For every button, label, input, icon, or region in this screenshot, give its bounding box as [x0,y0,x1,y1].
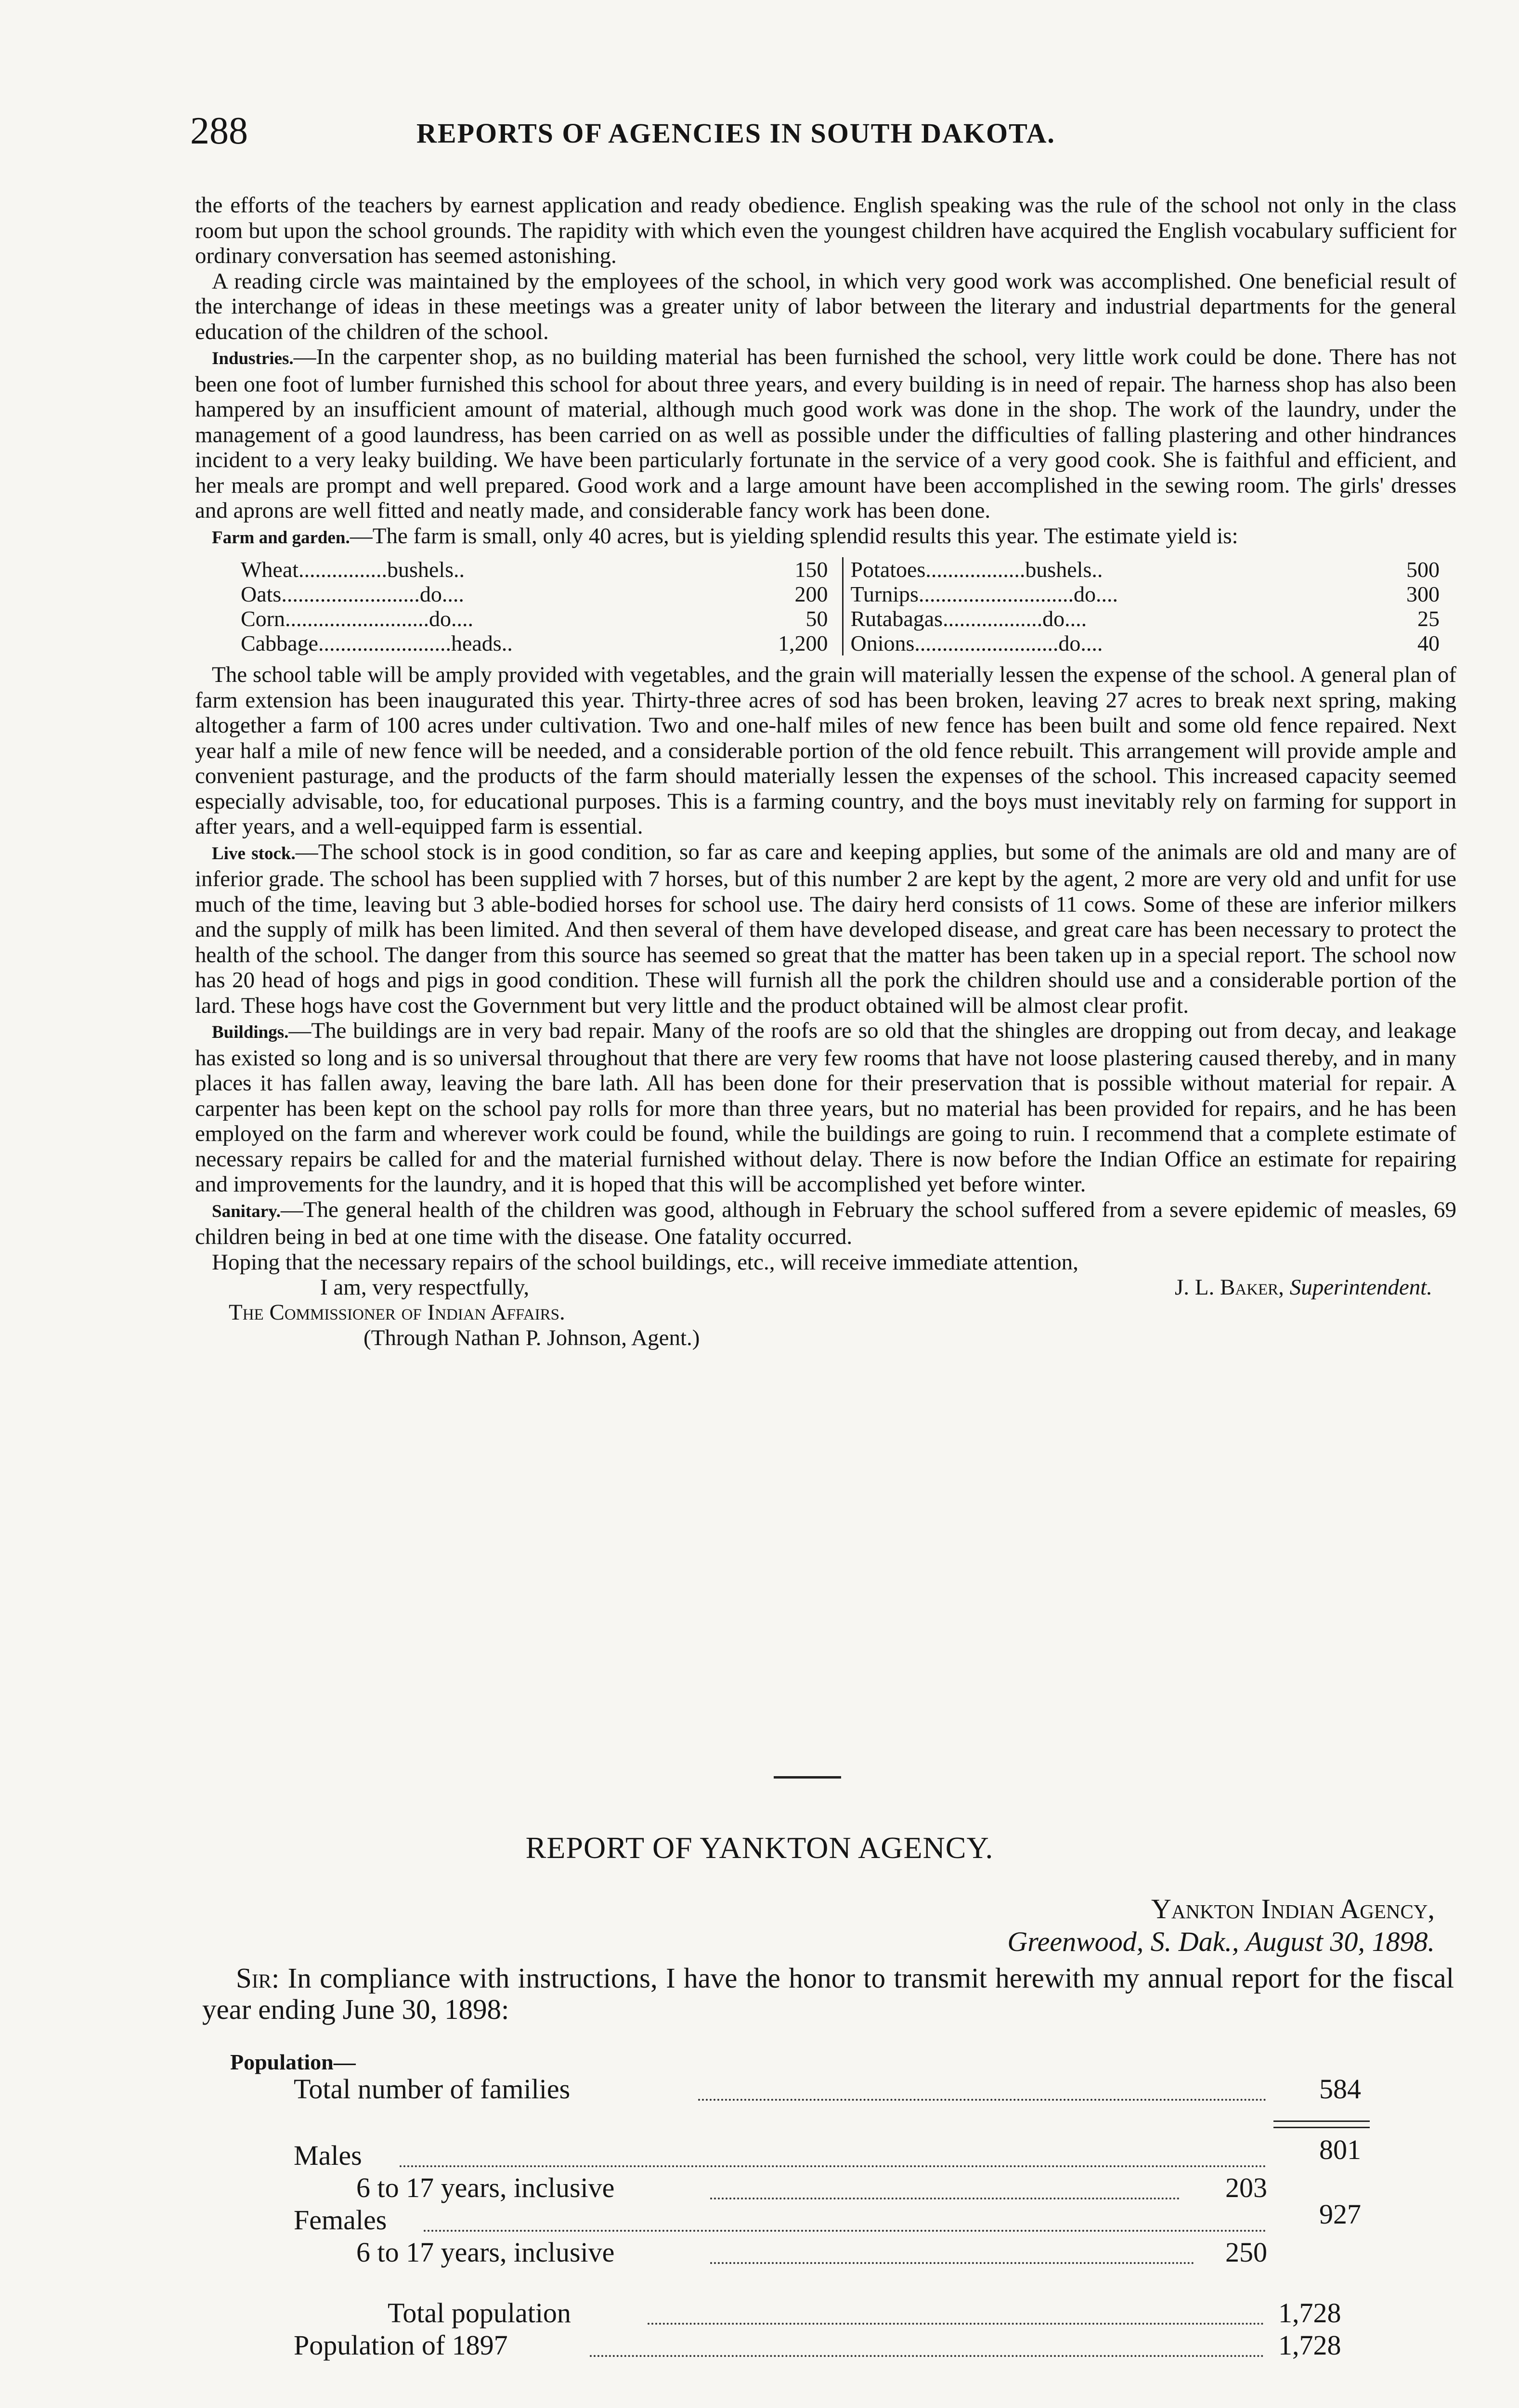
leader-dots [710,2262,1194,2264]
males-label: Males [294,2140,362,2171]
paragraph-sanitary [195,1197,1456,1250]
crop-amount: 50 [805,606,828,631]
addressee-through: (Through Nathan P. Johnson, Agent.) [364,1325,700,1350]
crop-name: Turnips............................do.... [843,582,1342,606]
industries-text: —In the carpenter shop, as no building material has been furnished the school, very little work could be done. There has not been one foot of lumber furnished this school for about three years, and every building is in need of repair. The harness shop has also been hampered by an insufficient amount of material, although much good work was done in the shop. The work of the laundry, under the management of a good laundress, has been carried on as well as possible under the difficulties of falling plastering and other hindrances incident to a very leaky building. We have been particularly fortunate in the service of a very good cook. She is faithful and efficient, and her meals are prompt and well prepared. Good work and a large amount have been accomplished in the sewing room. The girls' dresses and aprons are well fitted and neatly made, and considerable fancy work has been done. [195,344,1456,523]
leader-dots [698,2099,1266,2101]
closing-line: I am, very respectfully, [320,1275,530,1300]
males-6-17-value: 203 [1225,2172,1267,2203]
table-row [241,557,1454,582]
agency-dateline [1007,1893,1435,1958]
sanitary-text: —The general health of the children was good, although in February the school suffered from a severe epidemic of measles, 69 children being in bed at one time with the disease. One fatality occurred. [195,1197,1456,1249]
females-6-17-label: 6 to 17 years, inclusive [356,2237,615,2268]
crop-amount: 150 [794,557,828,582]
paragraph-farm [195,523,1456,551]
crop-amount: 25 [1417,606,1440,631]
sanitary-heading: Sanitary. [212,1201,281,1221]
industries-heading: Industries. [212,349,294,368]
table-row [241,631,1454,655]
double-rule [1273,2120,1370,2128]
population-1897-label: Population of 1897 [294,2329,508,2361]
page-header [190,107,1452,160]
crop-amount: 300 [1406,582,1440,606]
paragraph-hoping: Hoping that the necessary repairs of the school buildings, etc., will receive immediate attention, [212,1249,1078,1275]
crop-name: Cabbage........................heads.. [241,631,513,655]
paragraph-buildings [195,1018,1456,1197]
paragraph-school-table: The school table will be amply provided with vegetables, and the grain will materially lessen the expense of the school. A general plan of farm extension has been inaugurated this year. Thirty-three acres of sod has been broken, leaving 27 acres to break next spring, making altogether a farm of 100 acres under cultivation. Two and one-half miles of new fence has been built and some old fence repaired. Next year half a mile of new fence will be needed, and a considerable portion of the old fence rebuilt. This arrangement will provide ample and convenient pasturage, and the products of the farm should materially lessen the expenses of the school. This increased capacity seemed especially advisable, too, for educational purposes. This is a farming country, and the boys must inevitably rely on farming for support in after years, and a well-equipped farm is essential. [195,662,1456,839]
females-6-17-value: 250 [1225,2237,1267,2268]
signature-row [195,1275,1456,1300]
leader-dots [590,2355,1264,2357]
yankton-intro [202,1963,1454,2025]
population-1897-value: 1,728 [1278,2329,1341,2361]
signature [1175,1275,1432,1300]
leader-dots [648,2323,1264,2325]
total-population-label: Total population [388,2297,571,2329]
school-report-body [195,193,1456,1350]
total-population-value: 1,728 [1278,2297,1341,2329]
intro-text: In compliance with instructions, I have the honor to transmit herewith my annual report for the fiscal year ending June 30, 1898: [202,1962,1454,2025]
running-head: REPORTS OF AGENCIES IN SOUTH DAKOTA. [416,118,1055,149]
leader-dots [710,2198,1180,2199]
families-value: 584 [1319,2073,1361,2105]
crop-name: Oats.........................do.... [241,582,464,606]
crop-name: Rutabagas..................do.... [843,606,1342,631]
crop-name: Onions..........................do.... [843,631,1342,655]
paragraph-livestock [195,839,1456,1019]
families-label: Total number of families [294,2073,571,2105]
paragraph-reading-circle: A reading circle was maintained by the employees of the school, in which very good work was accomplished. One beneficial result of the interchange of ideas in these meetings was a greater unity of labor between the literary and industrial departments for the general education of the children of the school. [195,268,1456,344]
crop-amount: 1,200 [778,631,828,655]
females-value: 927 [1319,2199,1361,2230]
signer-title: Superintendent. [1289,1275,1432,1300]
leader-dots [424,2230,1266,2232]
signer-name: J. L. Baker, [1175,1275,1284,1300]
buildings-text: —The buildings are in very bad repair. Many of the roofs are so old that the shingles are dropping out from decay, and leakage has existed so long and is so universal throughout that there are very few rooms that have not loose plastering caused thereby, and in many places it has fallen away, leaving the bare lath. All has been done for their preservation that is possible without material for repair. A carpenter has been kept on the school pay rolls for more than three years, but no material has been provided for repairs, and he has been employed on the farm and wherever work could be found, while the buildings are going to ruin. I recommend that a complete estimate of necessary repairs be called for and the material furnished without delay. There is now before the Indian Office an estimate for repairing and improvements for the laundry, and it is hoped that this will be accomplished yet before winter. [195,1018,1456,1197]
crop-amount: 200 [794,582,828,606]
buildings-heading: Buildings. [212,1022,289,1042]
crop-name: Wheat................bushels.. [241,557,465,582]
addressee: The Commissioner of Indian Affairs. [229,1300,565,1325]
intro-paragraph [202,1963,1454,2025]
agency-name: Yankton Indian Agency, [1151,1893,1435,1924]
crop-name: Potatoes..................bushels.. [843,557,1342,582]
livestock-heading: Live stock. [212,843,296,864]
leader-dots [400,2165,1266,2167]
crop-yield-table [241,557,1454,655]
table-row [241,606,1454,631]
paragraph-teachers: the efforts of the teachers by earnest application and ready obedience. English speaking was the rule of the school not only in the class room but upon the school grounds. The rapidity with which even the youngest children have acquired the English vocabulary sufficient for ordinary conversation has seemed astonishing. [195,193,1456,268]
place-date: Greenwood, S. Dak., August 30, 1898. [1007,1926,1435,1957]
females-label: Females [294,2204,387,2236]
section-divider [774,1776,841,1779]
crop-name: Corn..........................do.... [241,606,473,631]
table-row [241,582,1454,606]
farm-heading: Farm and garden. [212,527,350,548]
farm-text: —The farm is small, only 40 acres, but is yielding splendid results this year. The estimate yield is: [350,523,1238,549]
crop-amount: 40 [1417,631,1440,655]
page-number: 288 [190,110,248,152]
males-6-17-label: 6 to 17 years, inclusive [356,2172,615,2203]
salutation: Sir: [236,1962,280,1994]
population-heading: Population— [230,2050,356,2074]
males-value: 801 [1319,2134,1361,2165]
crop-amount: 500 [1406,557,1440,582]
livestock-text: —The school stock is in good condition, so far as care and keeping applies, but some of the animals are old and many are of inferior grade. The school has been supplied with 7 horses, but of this number 2 are kept by the agent, 2 more are very old and unfit for use much of the time, leaving but 3 able-bodied horses for school use. The dairy herd consists of 11 cows. Some of these are inferior milkers and the supply of milk has been limited. And then several of them have developed disease, and great care has been necessary to protect the health of the school. The danger from this source has seemed so great that the matter has been taken up in a special report. The school now has 20 head of hogs and pigs in good condition. These will furnish all the pork the children should use and a considerable portion of the lard. These hogs have cost the Government but very little and the product obtained will be almost clear profit. [195,839,1456,1018]
paragraph-industries [195,344,1456,523]
yankton-report-title: REPORT OF YANKTON AGENCY. [525,1831,994,1865]
